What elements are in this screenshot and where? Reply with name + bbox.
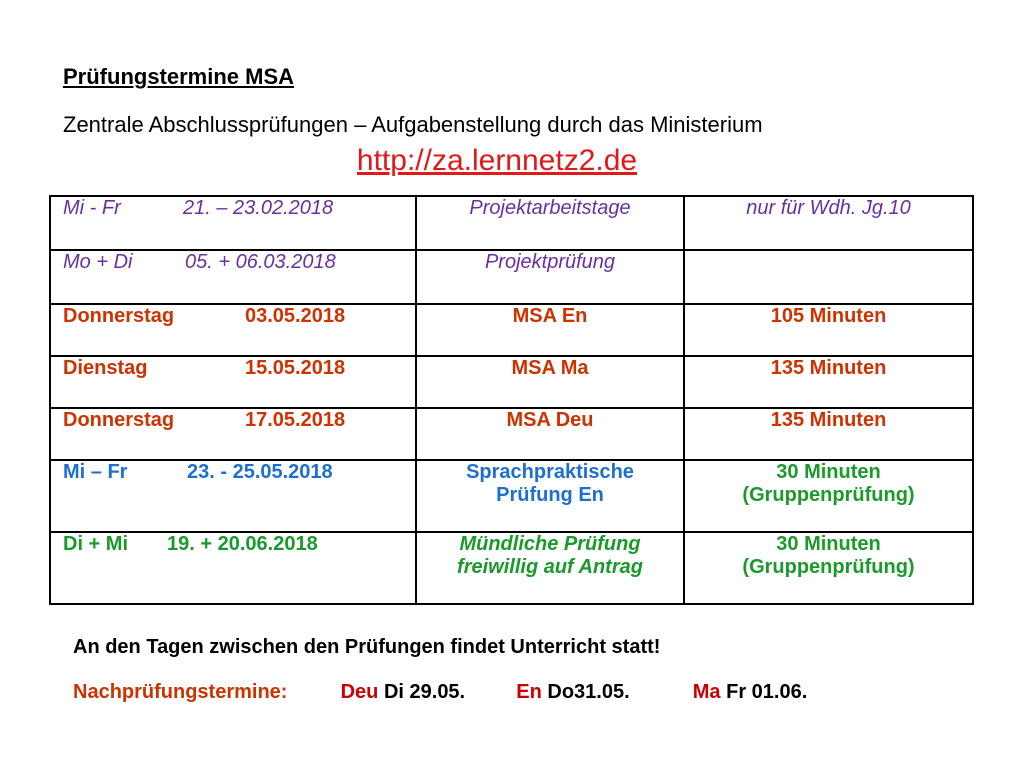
lessons-note: An den Tagen zwischen den Prüfungen findet Unterricht statt! <box>73 636 661 658</box>
date-cell <box>50 356 416 408</box>
date-label: 17.05.2018 <box>245 409 346 431</box>
day-label: Di + Mi <box>63 533 129 555</box>
day-label: Mi - Fr <box>63 197 121 219</box>
day-label: Donnerstag <box>63 305 175 327</box>
table-row <box>50 250 973 304</box>
duration-cell <box>684 460 973 532</box>
date-label: 05. + 06.03.2018 <box>185 251 336 273</box>
exam-line: Prüfung En <box>496 484 604 506</box>
retake-label: Nachprüfungstermine: <box>73 681 288 703</box>
date-cell <box>50 460 416 532</box>
ministry-link[interactable]: http://za.lernnetz2.de <box>356 144 638 177</box>
date-cell <box>50 408 416 460</box>
duration-cell: 105 Minuten <box>684 304 973 356</box>
exam-line: freiwillig auf Antrag <box>457 556 643 578</box>
date-cell <box>50 304 416 356</box>
exam-cell <box>416 460 684 532</box>
day-label: Mi – Fr <box>63 461 128 483</box>
duration-cell: 135 Minuten <box>684 408 973 460</box>
table-row <box>50 304 973 356</box>
retake-date: Di 29.05. <box>383 681 466 703</box>
table-row <box>50 532 973 604</box>
date-cell <box>50 532 416 604</box>
table-row <box>50 460 973 532</box>
duration-line: (Gruppenprüfung) <box>742 556 915 578</box>
table-row <box>50 196 973 250</box>
exam-cell: Projektprüfung <box>416 250 684 304</box>
retake-subject: Ma <box>692 681 721 703</box>
exam-cell <box>416 532 684 604</box>
duration-line: (Gruppenprüfung) <box>742 484 915 506</box>
page-subtitle: Zentrale Abschlussprüfungen – Aufgabenstellung durch das Ministerium <box>63 112 763 137</box>
retake-subject: Deu <box>340 681 379 703</box>
exam-line: Sprachpraktische <box>466 461 634 483</box>
duration-cell: nur für Wdh. Jg.10 <box>684 196 973 250</box>
duration-cell <box>684 532 973 604</box>
date-label: 15.05.2018 <box>245 357 346 379</box>
duration-cell: 135 Minuten <box>684 356 973 408</box>
retake-dates <box>73 681 807 704</box>
date-label: 19. + 20.06.2018 <box>167 533 318 555</box>
exam-cell: MSA Ma <box>416 356 684 408</box>
exam-cell: MSA En <box>416 304 684 356</box>
day-label: Donnerstag <box>63 409 175 431</box>
retake-subject: En <box>516 681 542 703</box>
exam-cell: Projektarbeitstage <box>416 196 684 250</box>
date-label: 23. - 25.05.2018 <box>187 461 333 483</box>
date-cell <box>50 250 416 304</box>
day-label: Mo + Di <box>63 251 133 273</box>
retake-date: Do31.05. <box>547 681 630 703</box>
exam-cell: MSA Deu <box>416 408 684 460</box>
table-row <box>50 408 973 460</box>
duration-cell <box>684 250 973 304</box>
duration-line: 30 Minuten <box>776 533 881 555</box>
day-label: Dienstag <box>63 357 148 379</box>
date-cell <box>50 196 416 250</box>
exam-schedule-table <box>49 195 974 605</box>
table-row <box>50 356 973 408</box>
duration-line: 30 Minuten <box>776 461 881 483</box>
date-label: 21. – 23.02.2018 <box>183 197 334 219</box>
page-title: Prüfungstermine MSA <box>63 64 295 89</box>
retake-date: Fr 01.06. <box>726 681 808 703</box>
exam-line: Mündliche Prüfung <box>459 533 641 555</box>
date-label: 03.05.2018 <box>245 305 346 327</box>
